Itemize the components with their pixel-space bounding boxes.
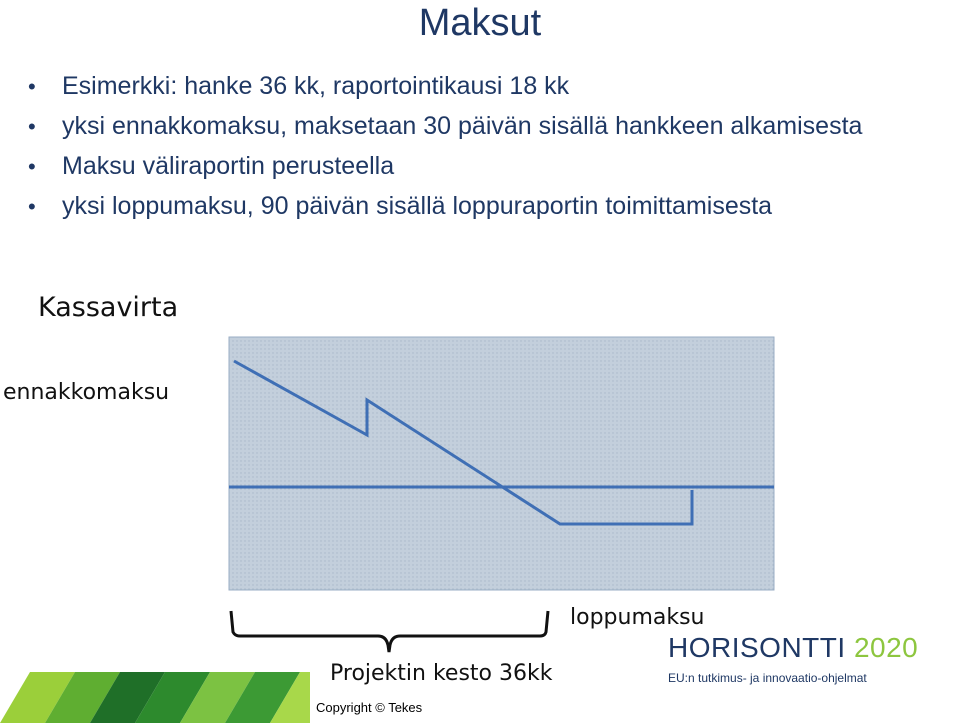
bullet-text: yksi loppumaksu, 90 päivän sisällä loppuraportin toimittamisesta <box>62 192 773 220</box>
advance-payment-label: ennakkomaksu <box>3 380 170 405</box>
cashflow-heading: Kassavirta <box>38 292 179 323</box>
bullet-icon: • <box>28 194 36 219</box>
diagram-panel <box>229 337 774 590</box>
bullet-text: yksi ennakkomaksu, maksetaan 30 päivän sisällä hankkeen alkamisesta <box>62 112 863 140</box>
logo-text: HORISONTTI <box>668 632 846 663</box>
bullet-text: Maksu väliraportin perusteella <box>62 152 395 180</box>
bullet-icon: • <box>28 114 36 139</box>
final-payment-label: loppumaksu <box>570 605 705 630</box>
bullet-icon: • <box>28 154 36 179</box>
bullet-icon: • <box>28 74 36 99</box>
duration-brace <box>231 611 548 652</box>
project-duration-label: Projektin kesto 36kk <box>330 661 553 686</box>
footer-stripes <box>0 672 310 723</box>
logo-number: 2020 <box>853 632 919 663</box>
copyright-text: Copyright © Tekes <box>316 700 423 715</box>
horisontti-logo <box>668 632 918 664</box>
logo-subtitle: EU:n tutkimus- ja innovaatio-ohjelmat <box>668 671 867 685</box>
page-title: Maksut <box>418 2 542 44</box>
bullet-text: Esimerkki: hanke 36 kk, raportointikausi 18 kk <box>62 72 570 100</box>
